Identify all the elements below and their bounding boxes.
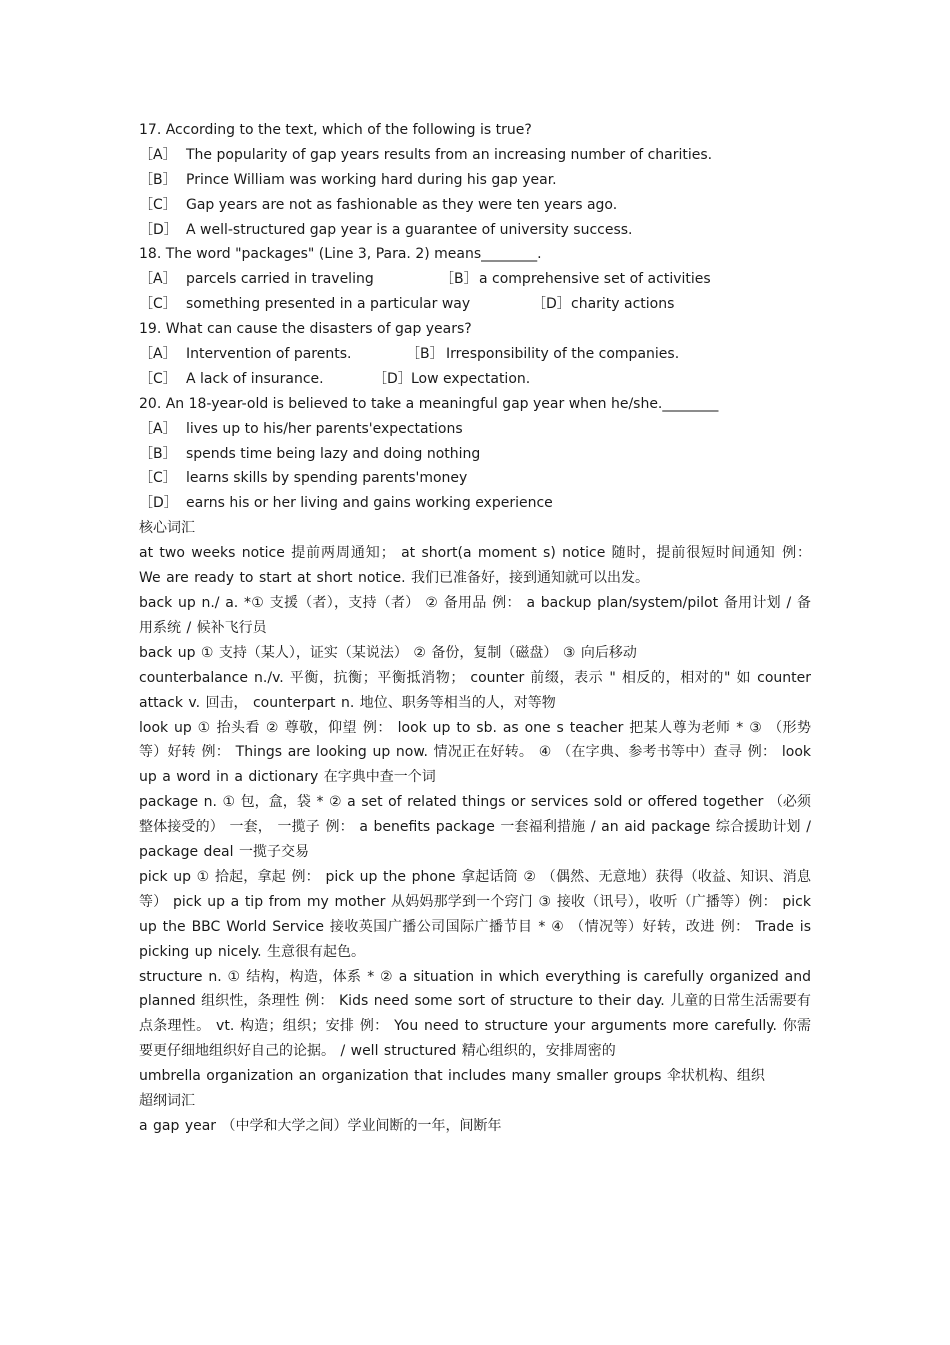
option [139, 442, 811, 467]
vocab-entry: pick up ① 拾起，拿起 例： pick up the phone 拿起话筒 ② （偶然、无意地）获得（收益、知识、消息等） pick up a tip from my mother 从妈妈那学到一个窍门 ③ 接收（讯号），收听（广播等）例： pick up the BBC World Service 接收英国广播公司国际广播节目 * ④ （情况等）好转，改进 例： Trade is picking up nicely. 生意很有起色。 [139, 868, 811, 960]
option-text: lives up to his/her parents'expectations [186, 420, 463, 437]
option-label: ［B］ [440, 271, 478, 288]
question-stem: 18. The word "packages" (Line 3, Para. 2) means________. [139, 246, 542, 263]
question-stem: 20. An 18-year-old is believed to take a meaningful gap year when he/she.________ [139, 395, 719, 412]
option-label: ［C］ [139, 296, 177, 313]
vocab-entry: at two weeks notice 提前两周通知； at short(a moment s) notice 随时，提前很短时间通知 例： We are ready to start at short notice. 我们已准备好，接到通知就可以出发。 [139, 545, 811, 587]
option-label: ［A］ [139, 271, 177, 288]
option-label: ［C］ [139, 370, 177, 387]
vocab-entry: counterbalance n./v. 平衡，抗衡；平衡抵消物； counter 前缀，表示 " 相反的，相对的" 如 counter attack v. 回击， counterpart n. 地位、职务等相当的人，对等物 [139, 669, 811, 711]
vocab-list [139, 541, 811, 1089]
option-label: ［A］ [139, 420, 177, 437]
option-text: Intervention of parents. [186, 346, 352, 363]
option-text: charity actions [571, 296, 675, 313]
extra-vocab-heading: 超纲词汇 [139, 1093, 195, 1110]
option [139, 466, 811, 491]
option-label: ［C］ [139, 196, 177, 213]
vocab-entry: package n. ① 包，盒，袋 * ② a set of related things or services sold or offered together （必须整体接受的） 一套， 一揽子 例： a benefits package 一套福利措施 / an aid package 综合援助计划 / package deal 一揽子交易 [139, 794, 811, 861]
option-label: ［C］ [139, 470, 177, 487]
vocab-entry: umbrella organization an organization that includes many smaller groups 伞状机构、组织 [139, 1068, 765, 1085]
vocab-entry: back up ① 支持（某人），证实（某说法） ② 备份，复制（磁盘） ③ 向后移动 [139, 644, 637, 661]
option-text: Irresponsibility of the companies. [446, 346, 680, 363]
option-label: ［B］ [139, 171, 177, 188]
vocab-entry: structure n. ① 结构，构造，体系 * ② a situation in which everything is carefully organized and planned 组织性，条理性 例： Kids need some sort of structure to their day. 儿童的日常生活需要有点条理性。 vt. 构造；组织；安排 例： You need to structure your arguments more carefully. 你需要更仔细地组织好自己的论据。 / well structured 精心组织的，安排周密的 [139, 968, 811, 1060]
vocab-entry: look up ① 抬头看 ② 尊敬，仰望 例： look up to sb. as one s teacher 把某人尊为老师 * ③ （形势等）好转 例： Things are looking up now. 情况正在好转。 ④ （在字典、参考书等中）查寻 例： look up a word in a dictionary 在字典中查一个词 [139, 719, 811, 786]
option-label: ［A］ [139, 146, 177, 163]
vocab-entry: a gap year （中学和大学之间）学业间断的一年，间断年 [139, 1118, 502, 1134]
option [139, 491, 811, 516]
option-text: something presented in a particular way [186, 296, 471, 313]
option-text: spends time being lazy and doing nothing [186, 445, 481, 462]
option-text: learns skills by spending parents'money [186, 470, 468, 487]
option-label: ［B］ [406, 346, 444, 363]
option-label: ［B］ [139, 445, 177, 462]
option-row [139, 342, 811, 367]
option-row [139, 367, 811, 392]
option [139, 143, 811, 168]
option-text: A well-structured gap year is a guarantee of university success. [186, 221, 633, 238]
core-vocab-heading: 核心词汇 [139, 520, 195, 537]
option-label: ［D］ [532, 296, 571, 313]
vocab-entry: back up n./ a. *① 支援（者），支持（者） ② 备用品 例： a backup plan/system/pilot 备用计划 / 备用系统 / 候补飞行员 [139, 594, 811, 636]
option [139, 417, 811, 442]
option-row [139, 267, 811, 292]
option-label: ［A］ [139, 346, 177, 363]
option-text: The popularity of gap years results from an increasing number of charities. [186, 146, 713, 163]
option-text: A lack of insurance. [186, 370, 324, 387]
extra-vocab-list [139, 1114, 811, 1139]
option-text: Prince William was working hard during his gap year. [186, 171, 557, 188]
option-text: earns his or her living and gains working experience [186, 495, 553, 512]
option-row [139, 292, 811, 317]
question-stem: 17. According to the text, which of the following is true? [139, 122, 532, 138]
option-label: ［D］ [139, 495, 178, 512]
option [139, 193, 811, 218]
option [139, 218, 811, 243]
option-text: Gap years are not as fashionable as they were ten years ago. [186, 196, 618, 213]
option-text: Low expectation. [411, 370, 531, 387]
option-label: ［D］ [373, 370, 412, 387]
option-label: ［D］ [139, 221, 178, 238]
option-text: a comprehensive set of activities [479, 271, 711, 288]
question-stem: 19. What can cause the disasters of gap years? [139, 321, 472, 338]
option [139, 168, 811, 193]
option-text: parcels carried in traveling [186, 271, 374, 288]
document-page [139, 118, 811, 1139]
